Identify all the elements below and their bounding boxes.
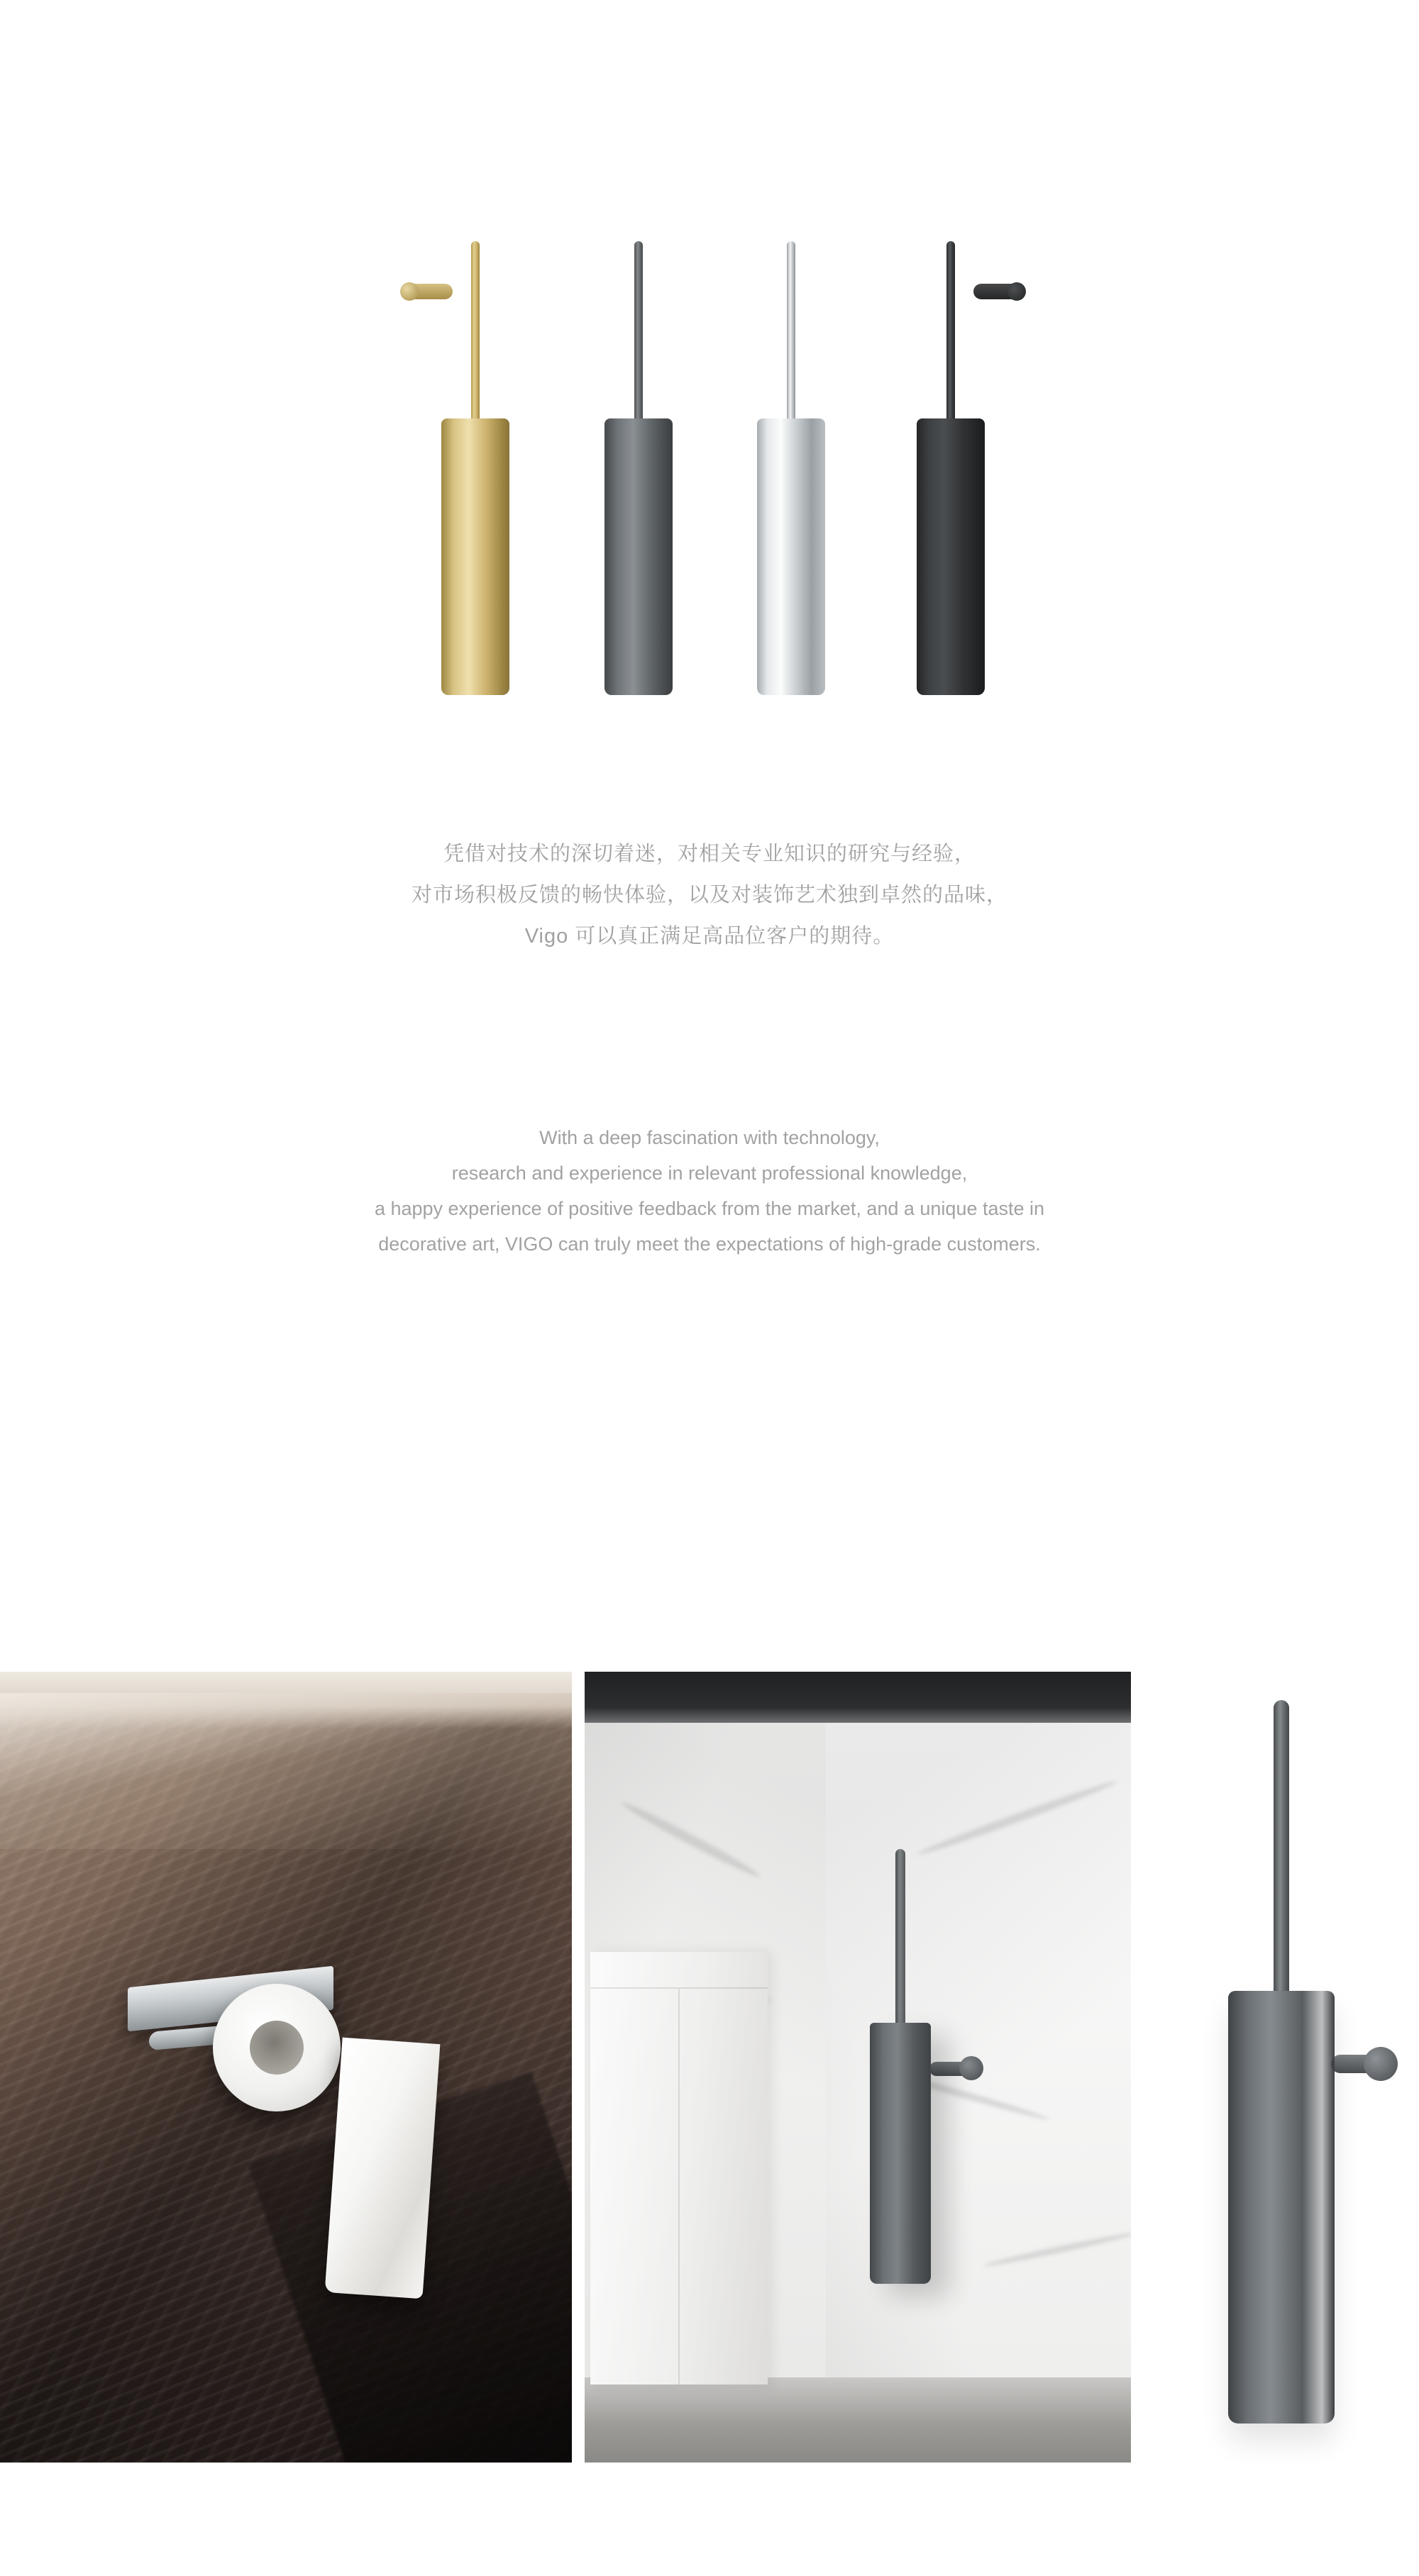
marble-vein [620, 1799, 763, 1881]
brush-handle [787, 241, 795, 429]
chinese-line-3: Vigo 可以真正满足高品位客户的期待。 [524, 925, 895, 948]
dune-crest [0, 1693, 572, 1849]
chinese-description [0, 833, 1419, 957]
english-description [0, 1121, 1419, 1262]
product-toilet-brush-chrome [749, 241, 834, 695]
bracket-knob [1007, 282, 1026, 301]
wall-bracket-icon [403, 284, 453, 299]
brush-holder-body [757, 418, 825, 695]
gallery-image-toilet-brush-product-shot [1144, 1672, 1419, 2463]
brush-handle [946, 241, 955, 440]
gallery-image-wall-mounted-brush-marble-bathroom [585, 1672, 1131, 2463]
bracket-knob [959, 2056, 983, 2080]
brush-holder-body [870, 2023, 931, 2284]
marble-vein [916, 1777, 1119, 1858]
wall-bracket-icon [973, 284, 1023, 299]
bathroom-scene [585, 1672, 1131, 2463]
brush-holder-body [604, 418, 673, 695]
toilet-paper-core [250, 2021, 304, 2075]
brush-holder-body [917, 418, 985, 695]
brush-handle [634, 241, 643, 426]
ceiling-band [585, 1672, 1131, 1723]
image-gallery [0, 1672, 1419, 2463]
english-line-1: With a deep fascination with technology, [539, 1127, 880, 1148]
bracket-knob [1364, 2047, 1398, 2081]
brush-handle [1274, 1700, 1289, 1998]
product-toilet-brush-black [908, 241, 993, 695]
bathroom-cabinet [590, 1952, 768, 2385]
english-line-3: a happy experience of positive feedback from the market, and a unique taste in [374, 1197, 1045, 1219]
chinese-line-2: 对市场积极反馈的畅快体验，以及对装饰艺术独到卓然的品味， [411, 884, 1007, 906]
cabinet-seam [678, 1989, 680, 2385]
english-line-2: research and experience in relevant professional knowledge, [451, 1162, 968, 1184]
brush-holder-body [1228, 1991, 1335, 2424]
brush-holder-body [441, 418, 509, 695]
wall-mounted-toilet-brush [861, 1849, 939, 2289]
white-backdrop [1144, 1672, 1419, 2463]
english-line-4: decorative art, VIGO can truly meet the expectations of high-grade customers. [378, 1233, 1041, 1255]
floor-band [585, 2377, 1131, 2463]
bracket-knob [400, 282, 419, 301]
brush-handle [471, 241, 480, 447]
chinese-line-1: 凭借对技术的深切着迷，对相关专业知识的研究与经验， [443, 843, 976, 865]
marble-vein [983, 2230, 1131, 2269]
brush-handle [895, 1849, 905, 2026]
product-toilet-brush-graphite-detail [1218, 1700, 1345, 2438]
hero-product-lineup [0, 213, 1419, 695]
product-toilet-brush-gold [433, 241, 518, 695]
gallery-image-paper-holder-dune-scene [0, 1672, 572, 2463]
toilet-paper-sheet [325, 2038, 441, 2299]
product-toilet-brush-graphite [596, 241, 681, 695]
